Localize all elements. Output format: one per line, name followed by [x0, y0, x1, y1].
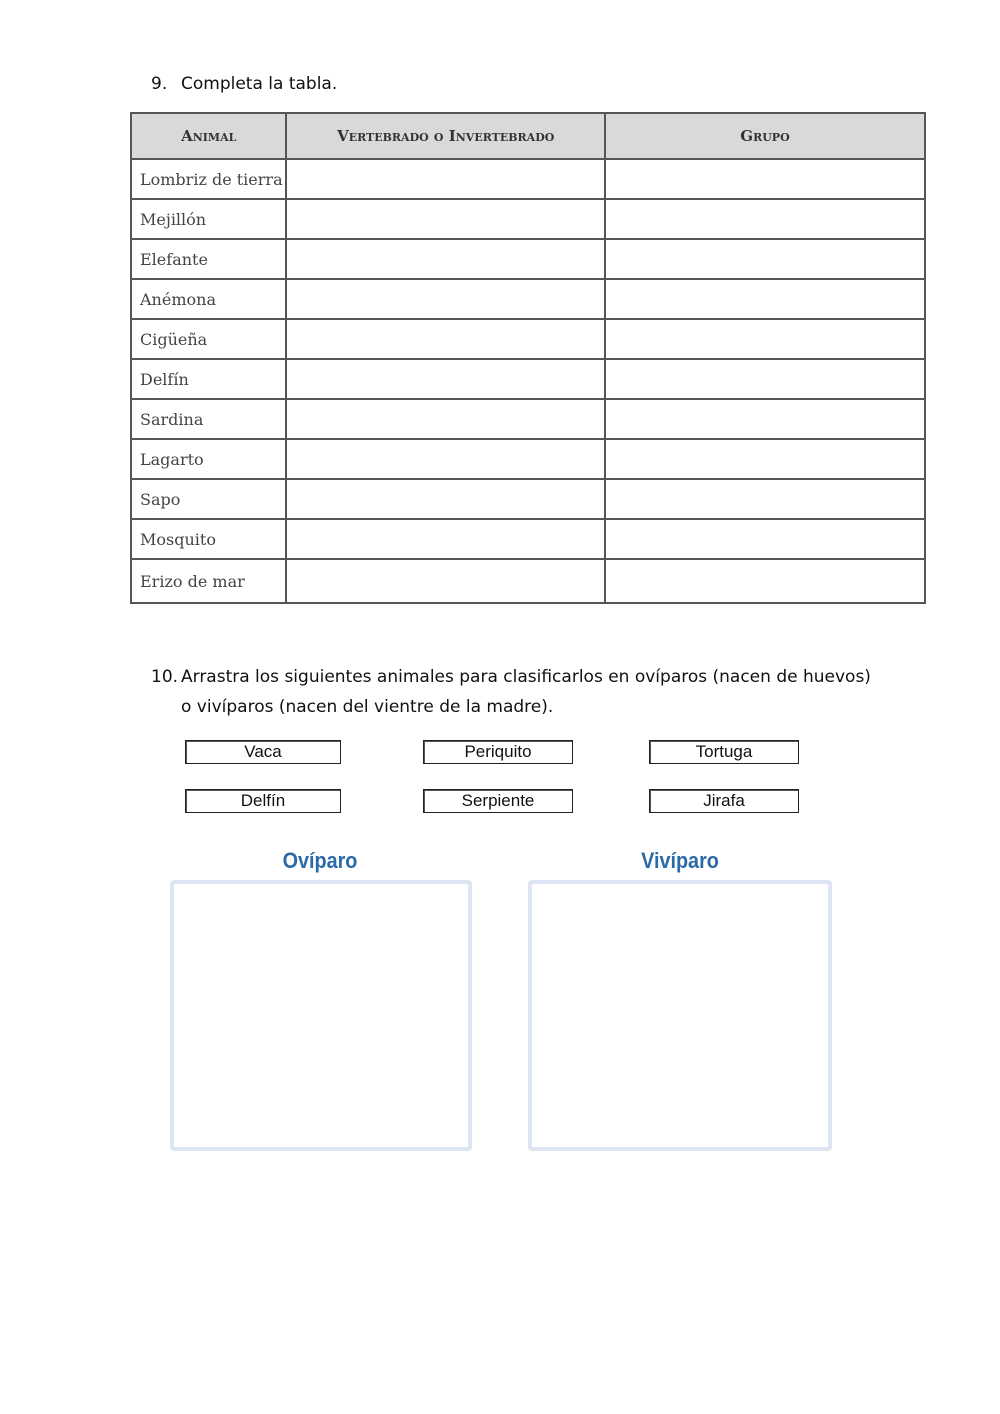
table-row: [131, 159, 925, 199]
draggable-tortuga[interactable]: Tortuga: [649, 740, 799, 764]
grupo-input-cell[interactable]: [605, 439, 925, 479]
animal-cell: Lagarto: [131, 439, 286, 479]
grupo-input-cell[interactable]: [605, 559, 925, 603]
table-row: [131, 359, 925, 399]
header-vertebrado: Vertebrado o Invertebrado: [286, 113, 604, 159]
grupo-input-cell[interactable]: [605, 239, 925, 279]
grupo-input-cell[interactable]: [605, 159, 925, 199]
oviparo-dropzone[interactable]: [170, 880, 472, 1151]
question-text-line2: o vivíparos (nacen del vientre de la madre).: [181, 697, 554, 717]
table-row: [131, 239, 925, 279]
table-row: [131, 519, 925, 559]
grupo-input-cell[interactable]: [605, 479, 925, 519]
table-row: [131, 319, 925, 359]
animal-cell: Delfín: [131, 359, 286, 399]
animal-cell: Sapo: [131, 479, 286, 519]
grupo-input-cell[interactable]: [605, 319, 925, 359]
draggable-periquito[interactable]: Periquito: [423, 740, 573, 764]
animals-table: [130, 112, 926, 604]
question-9: [151, 74, 337, 94]
animal-cell: Sardina: [131, 399, 286, 439]
grupo-input-cell[interactable]: [605, 519, 925, 559]
grupo-input-cell[interactable]: [605, 279, 925, 319]
question-10: [151, 662, 871, 722]
header-grupo: Grupo: [605, 113, 925, 159]
oviparo-title: Ovíparo: [282, 848, 358, 873]
vertebrado-input-cell[interactable]: [286, 519, 604, 559]
viviparo-dropzone[interactable]: [528, 880, 832, 1151]
vertebrado-input-cell[interactable]: [286, 279, 604, 319]
grupo-input-cell[interactable]: [605, 399, 925, 439]
table-row: [131, 199, 925, 239]
table-row: [131, 279, 925, 319]
table-row: [131, 399, 925, 439]
vertebrado-input-cell[interactable]: [286, 159, 604, 199]
grupo-input-cell[interactable]: [605, 199, 925, 239]
animal-cell: Erizo de mar: [131, 559, 286, 603]
question-number: 9.: [151, 74, 168, 94]
animal-cell: Lombriz de tierra: [131, 159, 286, 199]
vertebrado-input-cell[interactable]: [286, 199, 604, 239]
header-animal: Animal: [131, 113, 286, 159]
animal-cell: Anémona: [131, 279, 286, 319]
vertebrado-input-cell[interactable]: [286, 479, 604, 519]
draggable-jirafa[interactable]: Jirafa: [649, 789, 799, 813]
draggable-serpiente[interactable]: Serpiente: [423, 789, 573, 813]
draggable-delfin[interactable]: Delfín: [185, 789, 341, 813]
vertebrado-input-cell[interactable]: [286, 559, 604, 603]
vertebrado-input-cell[interactable]: [286, 439, 604, 479]
question-number: 10.: [151, 667, 179, 687]
animal-cell: Mejillón: [131, 199, 286, 239]
grupo-input-cell[interactable]: [605, 359, 925, 399]
animal-cell: Elefante: [131, 239, 286, 279]
question-text: Completa la tabla.: [181, 74, 338, 94]
vertebrado-input-cell[interactable]: [286, 239, 604, 279]
vertebrado-input-cell[interactable]: [286, 399, 604, 439]
animal-cell: Mosquito: [131, 519, 286, 559]
draggable-vaca[interactable]: Vaca: [185, 740, 341, 764]
table-row: [131, 479, 925, 519]
vertebrado-input-cell[interactable]: [286, 359, 604, 399]
table-header-row: [131, 113, 925, 159]
table-row: [131, 559, 925, 603]
table-row: [131, 439, 925, 479]
question-text-line1: Arrastra los siguientes animales para clasificarlos en ovíparos (nacen de huevos): [181, 667, 871, 687]
vertebrado-input-cell[interactable]: [286, 319, 604, 359]
animal-cell: Cigüeña: [131, 319, 286, 359]
viviparo-title: Vivíparo: [641, 848, 719, 873]
